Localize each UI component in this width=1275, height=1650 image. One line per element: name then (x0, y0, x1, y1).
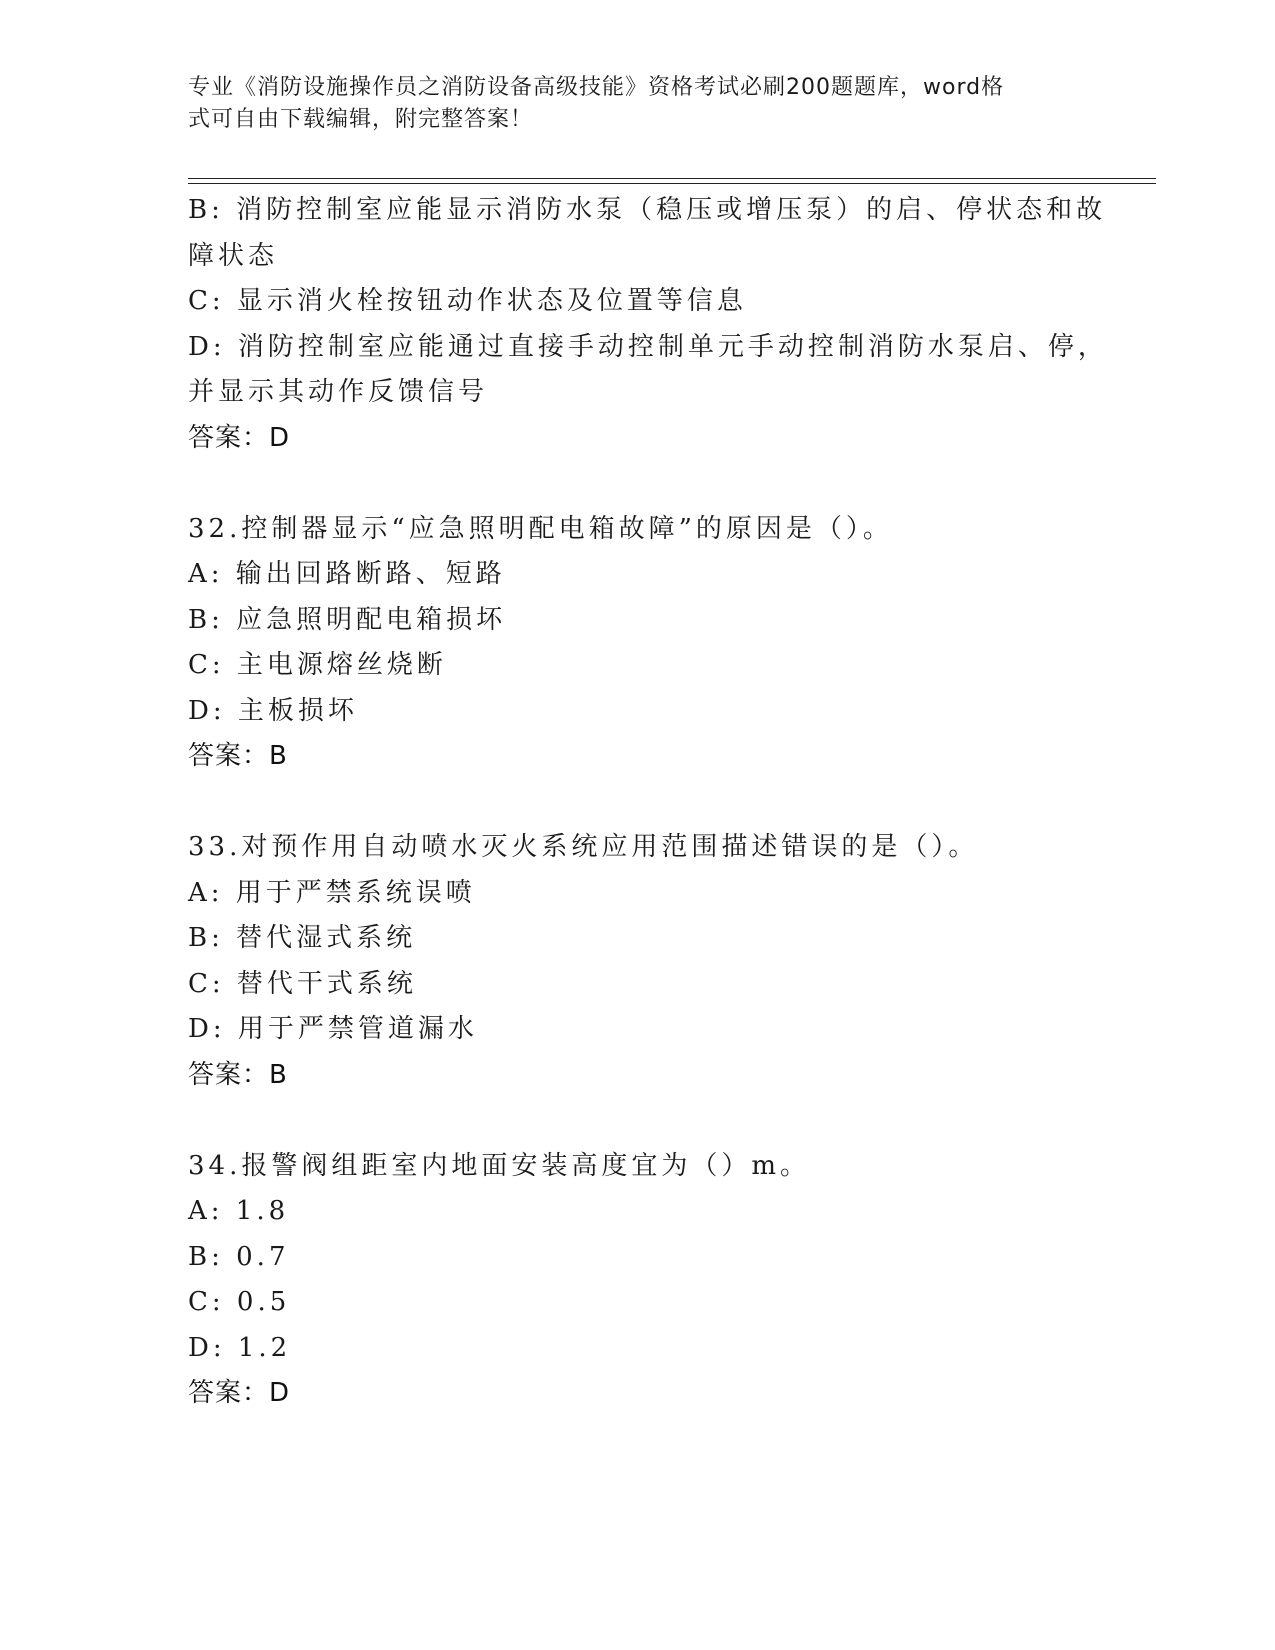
document-header (188, 72, 1088, 136)
answer: 答案：D (188, 422, 291, 453)
answer: 答案：B (188, 1059, 288, 1090)
spacer (188, 780, 1088, 826)
option-c: C: 0.5 (188, 1287, 291, 1317)
spacer (188, 1098, 1088, 1144)
option-c: C: 主电源熔丝烧断 (188, 650, 447, 680)
answer: 答案：B (188, 741, 288, 771)
question-stem: 33.对预作用自动喷水灭火系统应用范围描述错误的是（）。 (188, 832, 979, 862)
option-c: C: 显示消火栓按钮动作状态及位置等信息 (188, 286, 747, 316)
question-31-continued (188, 188, 1108, 461)
question-33 (188, 825, 1088, 1098)
option-b: B: 替代湿式系统 (188, 923, 417, 953)
option-d: D: 消防控制室应能通过直接手动控制单元手动控制消防水泵启、停， (188, 331, 1108, 362)
question-stem: 34.报警阀组距室内地面安装高度宜为（）m。 (188, 1150, 811, 1181)
question-stem: 32.控制器显示“应急照明配电箱故障”的原因是（）。 (188, 513, 893, 544)
header-divider-bottom (188, 183, 1156, 184)
option-a: A: 输出回路断路、短路 (188, 559, 506, 589)
header-divider-top (188, 178, 1156, 179)
option-b-continued: 障状态 (188, 240, 279, 271)
option-d: D: 用于严禁管道漏水 (188, 1014, 478, 1044)
option-a: A: 1.8 (188, 1196, 290, 1226)
option-c: C: 替代干式系统 (188, 968, 417, 999)
option-d: D: 1.2 (188, 1332, 292, 1363)
header-line-1: 专业《消防设施操作员之消防设备高级技能》资格考试必刷200题题库，word格 (188, 75, 1005, 100)
option-b: B: 消防控制室应能显示消防水泵（稳压或增压泵）的启、停状态和故 (188, 195, 1107, 225)
option-d: D: 主板损坏 (188, 695, 358, 726)
option-b: B: 0.7 (188, 1241, 290, 1272)
question-32 (188, 507, 1088, 780)
question-34 (188, 1144, 1088, 1417)
question-content (188, 188, 1108, 1417)
spacer (188, 461, 1088, 507)
option-a: A: 用于严禁系统误喷 (188, 877, 476, 908)
header-line-2: 式可自由下载编辑，附完整答案！ (188, 107, 534, 132)
answer: 答案：D (188, 1378, 291, 1408)
option-b: B: 应急照明配电箱损坏 (188, 604, 507, 635)
option-d-continued: 并显示其动作反馈信号 (188, 377, 489, 407)
